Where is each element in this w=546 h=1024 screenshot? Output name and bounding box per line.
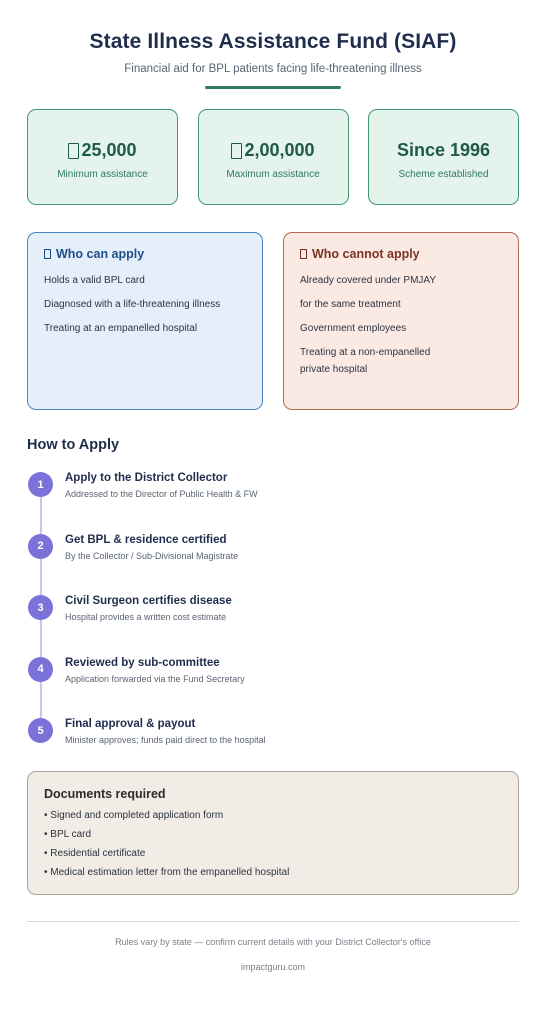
list-item: • Residential certificate: [44, 848, 146, 859]
rupee-icon: [231, 143, 242, 159]
list-item: Treating at a non-empanelled: [300, 347, 431, 358]
card-title: Who can apply: [56, 247, 145, 261]
page-subtitle: Financial aid for BPL patients facing life-threatening illness: [124, 63, 422, 75]
step-description: Hospital provides a written cost estimate: [65, 612, 227, 622]
page-header: [0, 0, 546, 89]
who-can-apply-card: [27, 232, 263, 410]
rupee-icon: [68, 143, 79, 159]
eligibility-section: [27, 232, 519, 410]
stat-value: Since 1996: [396, 140, 491, 160]
stat-card-established: [368, 109, 519, 205]
card-title: Who cannot apply: [312, 247, 420, 261]
cross-icon: [300, 249, 307, 259]
list-item: private hospital: [300, 364, 368, 375]
stat-value: 2,00,000: [244, 140, 315, 160]
footer-divider: [27, 921, 519, 922]
list-item: • Signed and completed application form: [44, 810, 224, 821]
title-underline: [205, 86, 341, 89]
step-number: 5: [28, 718, 53, 743]
stat-label: Scheme established: [398, 169, 489, 180]
step-item: [27, 472, 519, 534]
step-title: Final approval & payout: [65, 718, 196, 730]
step-number: 3: [28, 595, 53, 620]
stats-row: [27, 109, 519, 205]
step-description: Application forwarded via the Fund Secretary: [65, 673, 245, 684]
list-item: Holds a valid BPL card: [44, 275, 145, 286]
page-title: State Illness Assistance Fund (SIAF): [89, 30, 457, 53]
step-number: 2: [28, 534, 53, 559]
step-number: 4: [28, 657, 53, 682]
list-item: • BPL card: [44, 829, 92, 840]
footer-note: Rules vary by state — confirm current details with your District Collector's office: [115, 937, 431, 947]
step-title: Reviewed by sub-committee: [65, 656, 220, 669]
step-title: Get BPL & residence certified: [65, 533, 227, 546]
steps-timeline: [27, 472, 519, 780]
list-item: Diagnosed with a life-threatening illness: [44, 299, 221, 310]
stat-label: Minimum assistance: [57, 169, 148, 180]
documents-required-card: [27, 771, 519, 895]
section-title-how-to-apply: How to Apply: [27, 437, 120, 453]
stat-card-maximum: [198, 109, 349, 205]
step-description: Addressed to the Director of Public Health & FW: [65, 489, 258, 499]
step-title: Apply to the District Collector: [65, 472, 228, 484]
step-item: [27, 534, 519, 596]
step-item: [27, 595, 519, 657]
list-item: Already covered under PMJAY: [300, 275, 436, 286]
stat-card-minimum: [27, 109, 178, 205]
list-item: Treating at an empanelled hospital: [44, 323, 198, 334]
check-icon: [44, 249, 51, 259]
step-number: 1: [28, 472, 53, 497]
list-item: • Medical estimation letter from the empanelled hospital: [44, 867, 290, 878]
who-cannot-apply-card: [283, 232, 519, 410]
stat-value: 25,000: [81, 140, 137, 160]
source-link[interactable]: impactguru.com: [240, 962, 306, 972]
step-item: [27, 657, 519, 719]
stat-label: Maximum assistance: [226, 169, 320, 180]
step-description: By the Collector / Sub-Divisional Magistrate: [65, 550, 239, 561]
list-item: for the same treatment: [300, 299, 401, 310]
list-item: Government employees: [300, 323, 407, 334]
step-title: Civil Surgeon certifies disease: [65, 595, 232, 607]
card-title: Documents required: [44, 787, 166, 801]
step-description: Minister approves; funds paid direct to the hospital: [65, 735, 266, 745]
